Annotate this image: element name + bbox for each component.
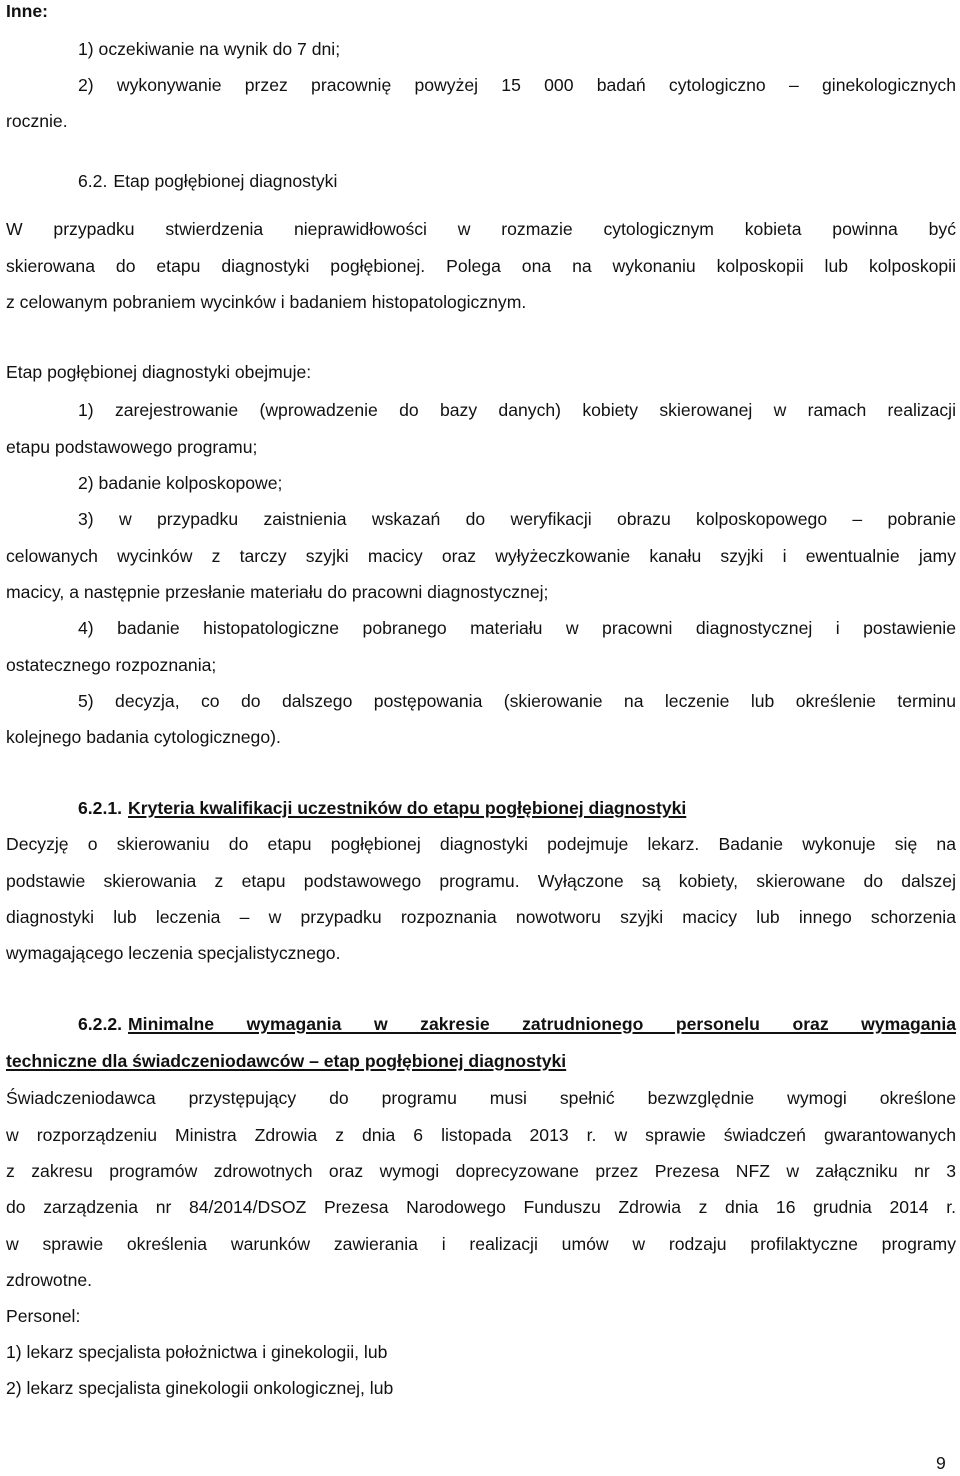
section-6-2-para-line-3: z celowanym pobraniem wycinków i badaniem histopatologicznym.	[6, 292, 527, 312]
section-6-2-2-heading-line-2	[6, 1050, 956, 1072]
scope-item-4-line-2: ostatecznego rozpoznania;	[6, 655, 217, 675]
scope-item-3-line-2: celowanych wycinków z tarczy szyjki macicy oraz wyłyżeczkowanie kanału szyjki i ewentualnie jamy	[6, 546, 956, 566]
scope-item-5-line-1: 5) decyzja, co do dalszego postępowania (skierowanie na leczenie lub określenie terminu	[78, 691, 956, 711]
scope-item-2: 2) badanie kolposkopowe;	[78, 473, 283, 493]
section-6-2-2-heading-line-1	[78, 1013, 956, 1035]
personel-heading: Personel:	[6, 1306, 81, 1326]
section-6-2-2-number: 6.2.2.	[78, 1014, 123, 1034]
section-6-2-1-line-3: diagnostyki lub leczenia – w przypadku rozpoznania nowotworu szyjki macicy lub innego schorzenia	[6, 907, 956, 927]
inne-item-1: 1) oczekiwanie na wynik do 7 dni;	[78, 39, 341, 59]
scope-item-5-line-2: kolejnego badania cytologicznego).	[6, 727, 281, 747]
section-6-2-2-line-1: Świadczeniodawca przystępujący do programu musi spełnić bezwzględnie wymogi określone	[6, 1088, 956, 1108]
section-6-2-1-line-1: Decyzję o skierowaniu do etapu pogłębionej diagnostyki podejmuje lekarz. Badanie wykonuje się na	[6, 834, 956, 854]
inne-heading: Inne:	[6, 1, 49, 21]
section-6-2-2-title-line-1: Minimalne wymagania w zakresie zatrudnionego personelu oraz wymagania	[128, 1014, 956, 1034]
personel-item-1: 1) lekarz specjalista położnictwa i ginekologii, lub	[6, 1342, 388, 1362]
section-6-2-1-title: Kryteria kwalifikacji uczestników do etapu pogłębionej diagnostyki	[128, 798, 687, 818]
section-6-2-1-line-2: podstawie skierowania z etapu podstawowego programu. Wyłączone są kobiety, skierowane do dalszej	[6, 871, 956, 891]
section-6-2-2-line-3: z zakresu programów zdrowotnych oraz wymogi doprecyzowane przez Prezesa NFZ w załączniku nr 3	[6, 1161, 956, 1181]
scope-item-1-line-2: etapu podstawowego programu;	[6, 437, 258, 457]
personel-item-2: 2) lekarz specjalista ginekologii onkologicznej, lub	[6, 1378, 394, 1398]
section-6-2-1-heading	[78, 797, 956, 819]
section-6-2-2-title-line-2: techniczne dla świadczeniodawców – etap pogłębionej diagnostyki	[6, 1051, 567, 1071]
section-6-2-2-line-4: do zarządzenia nr 84/2014/DSOZ Prezesa Narodowego Funduszu Zdrowia z dnia 16 grudnia 2014 r.	[6, 1197, 956, 1217]
section-6-2-para-line-2: skierowana do etapu diagnostyki pogłębionej. Polega ona na wykonaniu kolposkopii lub kolposkopii	[6, 256, 956, 276]
scope-item-3-line-1: 3) w przypadku zaistnienia wskazań do weryfikacji obrazu kolposkopowego – pobranie	[78, 509, 956, 529]
scope-heading: Etap pogłębionej diagnostyki obejmuje:	[6, 362, 312, 382]
section-6-2-1-number: 6.2.1.	[78, 798, 123, 818]
section-6-2-heading	[78, 170, 956, 192]
section-6-2-para-line-1: W przypadku stwierdzenia nieprawidłowości w rozmazie cytologicznym kobieta powinna być	[6, 219, 956, 239]
inne-item-2-line-1: 2) wykonywanie przez pracownię powyżej 15 000 badań cytologiczno – ginekologicznych	[78, 75, 956, 95]
inne-item-2-line-2: rocznie.	[6, 111, 68, 131]
page-number: 9	[936, 1453, 946, 1473]
section-6-2-title: Etap pogłębionej diagnostyki	[113, 171, 338, 191]
section-6-2-1-line-4: wymagającego leczenia specjalistycznego.	[6, 943, 341, 963]
section-6-2-2-line-2: w rozporządzeniu Ministra Zdrowia z dnia 6 listopada 2013 r. w sprawie świadczeń gwarantowanych	[6, 1125, 956, 1145]
section-6-2-number: 6.2.	[78, 171, 108, 191]
section-6-2-2-line-5: w sprawie określenia warunków zawierania i realizacji umów w rodzaju profilaktyczne programy	[6, 1234, 956, 1254]
scope-item-3-line-3: macicy, a następnie przesłanie materiału do pracowni diagnostycznej;	[6, 582, 549, 602]
scope-item-4-line-1: 4) badanie histopatologiczne pobranego materiału w pracowni diagnostycznej i postawienie	[78, 618, 956, 638]
section-6-2-2-line-6: zdrowotne.	[6, 1270, 93, 1290]
scope-item-1-line-1: 1) zarejestrowanie (wprowadzenie do bazy danych) kobiety skierowanej w ramach realizacji	[78, 400, 956, 420]
